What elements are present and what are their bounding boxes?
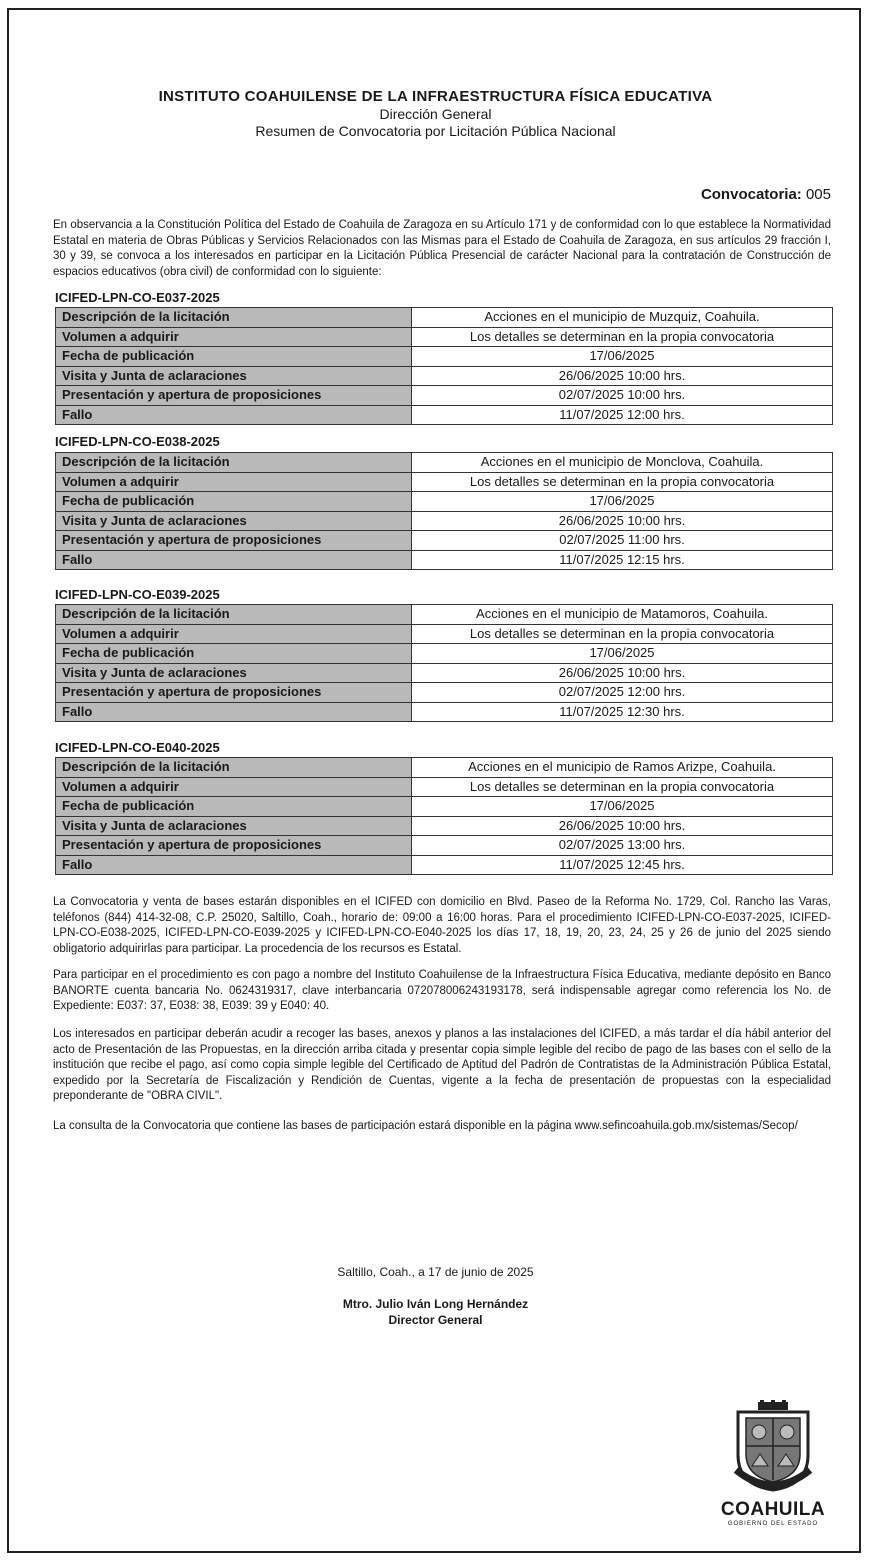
row-label: Visita y Junta de aclaraciones — [56, 511, 412, 531]
place-date: Saltillo, Coah., a 17 de junio de 2025 — [337, 1265, 534, 1279]
row-label: Fallo — [56, 550, 412, 570]
row-label: Descripción de la licitación — [56, 605, 412, 625]
row-label: Visita y Junta de aclaraciones — [56, 816, 412, 836]
row-label: Volumen a adquirir — [56, 624, 412, 644]
row-label: Presentación y apertura de proposiciones — [56, 386, 412, 406]
row-value: 17/06/2025 — [412, 492, 833, 512]
table-row — [56, 624, 833, 644]
row-label: Descripción de la licitación — [56, 308, 412, 328]
coat-of-arms-icon — [728, 1400, 818, 1492]
licitacion-id: ICIFED-LPN-CO-E039-2025 — [55, 587, 220, 602]
row-label: Visita y Junta de aclaraciones — [56, 366, 412, 386]
intro-paragraph: En observancia a la Constitución Política del Estado de Coahuila de Zaragoza en su Artículo 171 y de conformidad con lo que establece la Normatividad Estatal en materia de Obras Públicas y Servicios Relacionados con las Mismas para el Estado de Coahuila de Zaragoza, en sus artículos 29 fracción I, 30 y 39, se convoca a los interesados en participar en la Licitación Pública Presencial de carácter Nacional para la contratación de Construcción de espacios educativos (obra civil) de conformidad con lo siguiente: — [53, 219, 831, 278]
table-row — [56, 492, 833, 512]
row-label: Presentación y apertura de proposiciones — [56, 836, 412, 856]
table-row — [56, 836, 833, 856]
row-label: Volumen a adquirir — [56, 327, 412, 347]
row-label: Fecha de publicación — [56, 644, 412, 664]
table-row — [56, 327, 833, 347]
table-row — [56, 758, 833, 778]
row-value: Acciones en el municipio de Matamoros, Coahuila. — [412, 605, 833, 625]
row-value: 11/07/2025 12:15 hrs. — [412, 550, 833, 570]
row-value: Acciones en el municipio de Ramos Arizpe, Coahuila. — [412, 758, 833, 778]
convocatoria-number — [701, 186, 831, 203]
row-value: 02/07/2025 10:00 hrs. — [412, 386, 833, 406]
table-row — [56, 531, 833, 551]
row-value: 11/07/2025 12:00 hrs. — [412, 405, 833, 425]
table-row — [56, 855, 833, 875]
row-value: Los detalles se determinan en la propia convocatoria — [412, 327, 833, 347]
table-row — [56, 453, 833, 473]
row-value: 02/07/2025 11:00 hrs. — [412, 531, 833, 551]
row-label: Fallo — [56, 405, 412, 425]
row-value: Los detalles se determinan en la propia convocatoria — [412, 624, 833, 644]
logo-name: COAHUILA — [720, 1499, 826, 1520]
table-row — [56, 702, 833, 722]
row-label: Volumen a adquirir — [56, 472, 412, 492]
licitacion-id: ICIFED-LPN-CO-E037-2025 — [55, 290, 220, 305]
table-row — [56, 511, 833, 531]
row-label: Presentación y apertura de proposiciones — [56, 531, 412, 551]
row-value: 17/06/2025 — [412, 644, 833, 664]
logo-subtitle: GOBIERNO DEL ESTADO — [727, 1521, 819, 1527]
direction-title: Dirección General — [379, 106, 492, 122]
table-row — [56, 797, 833, 817]
convocatoria-value: 005 — [805, 186, 831, 203]
signer-name: Mtro. Julio Iván Long Hernández — [342, 1297, 529, 1311]
row-value: 26/06/2025 10:00 hrs. — [412, 663, 833, 683]
row-value: Los detalles se determinan en la propia convocatoria — [412, 777, 833, 797]
licitacion-id: ICIFED-LPN-CO-E038-2025 — [55, 434, 220, 449]
row-value: 26/06/2025 10:00 hrs. — [412, 816, 833, 836]
row-label: Fecha de publicación — [56, 347, 412, 367]
table-row — [56, 405, 833, 425]
table-row — [56, 472, 833, 492]
document-header — [0, 87, 871, 140]
row-value: 26/06/2025 10:00 hrs. — [412, 366, 833, 386]
row-label: Fecha de publicación — [56, 797, 412, 817]
licitacion-table — [55, 452, 833, 570]
row-value: 17/06/2025 — [412, 347, 833, 367]
consulta-paragraph: La consulta de la Convocatoria que contiene las bases de participación estará disponible en la página www.sefincoahuila.gob.mx/sistemas/Secop/ — [53, 1120, 798, 1132]
row-value: Acciones en el municipio de Muzquiz, Coahuila. — [412, 308, 833, 328]
venta-bases-paragraph: La Convocatoria y venta de bases estarán disponibles en el ICIFED con domicilio en Blvd. Paseo de la Reforma No. 1729, Col. Rancho las Varas, teléfonos (844) 414-32-08, C.P. 25020, Saltillo, Coah., horario de: 09:00 a 16:00 horas. Para el procedimiento ICIFED-LPN-CO-E037-2025, ICIFED-LPN-CO-E038-2025, ICIFED-LPN-CO-E039-2025 y ICIFED-LPN-CO-E040-2025 los días 17, 18, 19, 20, 23, 24, 25 y 26 de junio del 2025 siendo obligatorio adquirirlas para participar. La procedencia de los recursos es Estatal. — [53, 896, 831, 955]
row-label: Fallo — [56, 855, 412, 875]
table-row — [56, 683, 833, 703]
table-row — [56, 644, 833, 664]
row-value: 02/07/2025 13:00 hrs. — [412, 836, 833, 856]
table-row — [56, 605, 833, 625]
row-value: 26/06/2025 10:00 hrs. — [412, 511, 833, 531]
row-label: Visita y Junta de aclaraciones — [56, 663, 412, 683]
licitacion-table — [55, 757, 833, 875]
row-value: Acciones en el municipio de Monclova, Coahuila. — [412, 453, 833, 473]
row-label: Descripción de la licitación — [56, 758, 412, 778]
row-label: Descripción de la licitación — [56, 453, 412, 473]
signer-title: Director General — [388, 1313, 483, 1327]
pago-paragraph: Para participar en el procedimiento es con pago a nombre del Instituto Coahuilense de la Infraestructura Física Educativa, mediante depósito en Banco BANORTE cuenta bancaria No. 0624319317, clave interbancaria 072078006243193178, será indispensable agregar como referencia los No. de Expediente: E037: 37, E038: 38, E039: 39 y E040: 40. — [53, 969, 831, 1012]
table-row — [56, 308, 833, 328]
row-label: Fallo — [56, 702, 412, 722]
table-row — [56, 386, 833, 406]
licitacion-id: ICIFED-LPN-CO-E040-2025 — [55, 740, 220, 755]
row-value: 11/07/2025 12:45 hrs. — [412, 855, 833, 875]
row-value: Los detalles se determinan en la propia convocatoria — [412, 472, 833, 492]
convocatoria-label: Convocatoria: — [700, 186, 802, 203]
table-row — [56, 347, 833, 367]
coahuila-logo — [713, 1400, 833, 1560]
summary-title: Resumen de Convocatoria por Licitación Pública Nacional — [255, 123, 616, 139]
table-row — [56, 366, 833, 386]
table-row — [56, 550, 833, 570]
table-row — [56, 816, 833, 836]
row-label: Presentación y apertura de proposiciones — [56, 683, 412, 703]
row-label: Fecha de publicación — [56, 492, 412, 512]
row-label: Volumen a adquirir — [56, 777, 412, 797]
institution-title: INSTITUTO COAHUILENSE DE LA INFRAESTRUCTURA FÍSICA EDUCATIVA — [158, 88, 713, 105]
table-row — [56, 663, 833, 683]
row-value: 02/07/2025 12:00 hrs. — [412, 683, 833, 703]
row-value: 17/06/2025 — [412, 797, 833, 817]
table-row — [56, 777, 833, 797]
row-value: 11/07/2025 12:30 hrs. — [412, 702, 833, 722]
recoger-bases-paragraph: Los interesados en participar deberán acudir a recoger las bases, anexos y planos a las instalaciones del ICIFED, a más tardar el día hábil anterior del acto de Presentación de las Propuestas, en la dirección arriba citada y presentar copia simple legible del recibo de pago de las bases con el sello de la institución que recibe el pago, así como copia simple legible del Certificado de Aptitud del Padrón de Contratistas de la Administración Pública Estatal, expedido por la Secretaría de Fiscalización y Rendición de Cuentas, vigente a la fecha de presentación de propuestas con la especialidad preponderante de "OBRA CIVIL". — [53, 1028, 831, 1102]
licitacion-table — [55, 604, 833, 722]
licitacion-table — [55, 307, 833, 425]
